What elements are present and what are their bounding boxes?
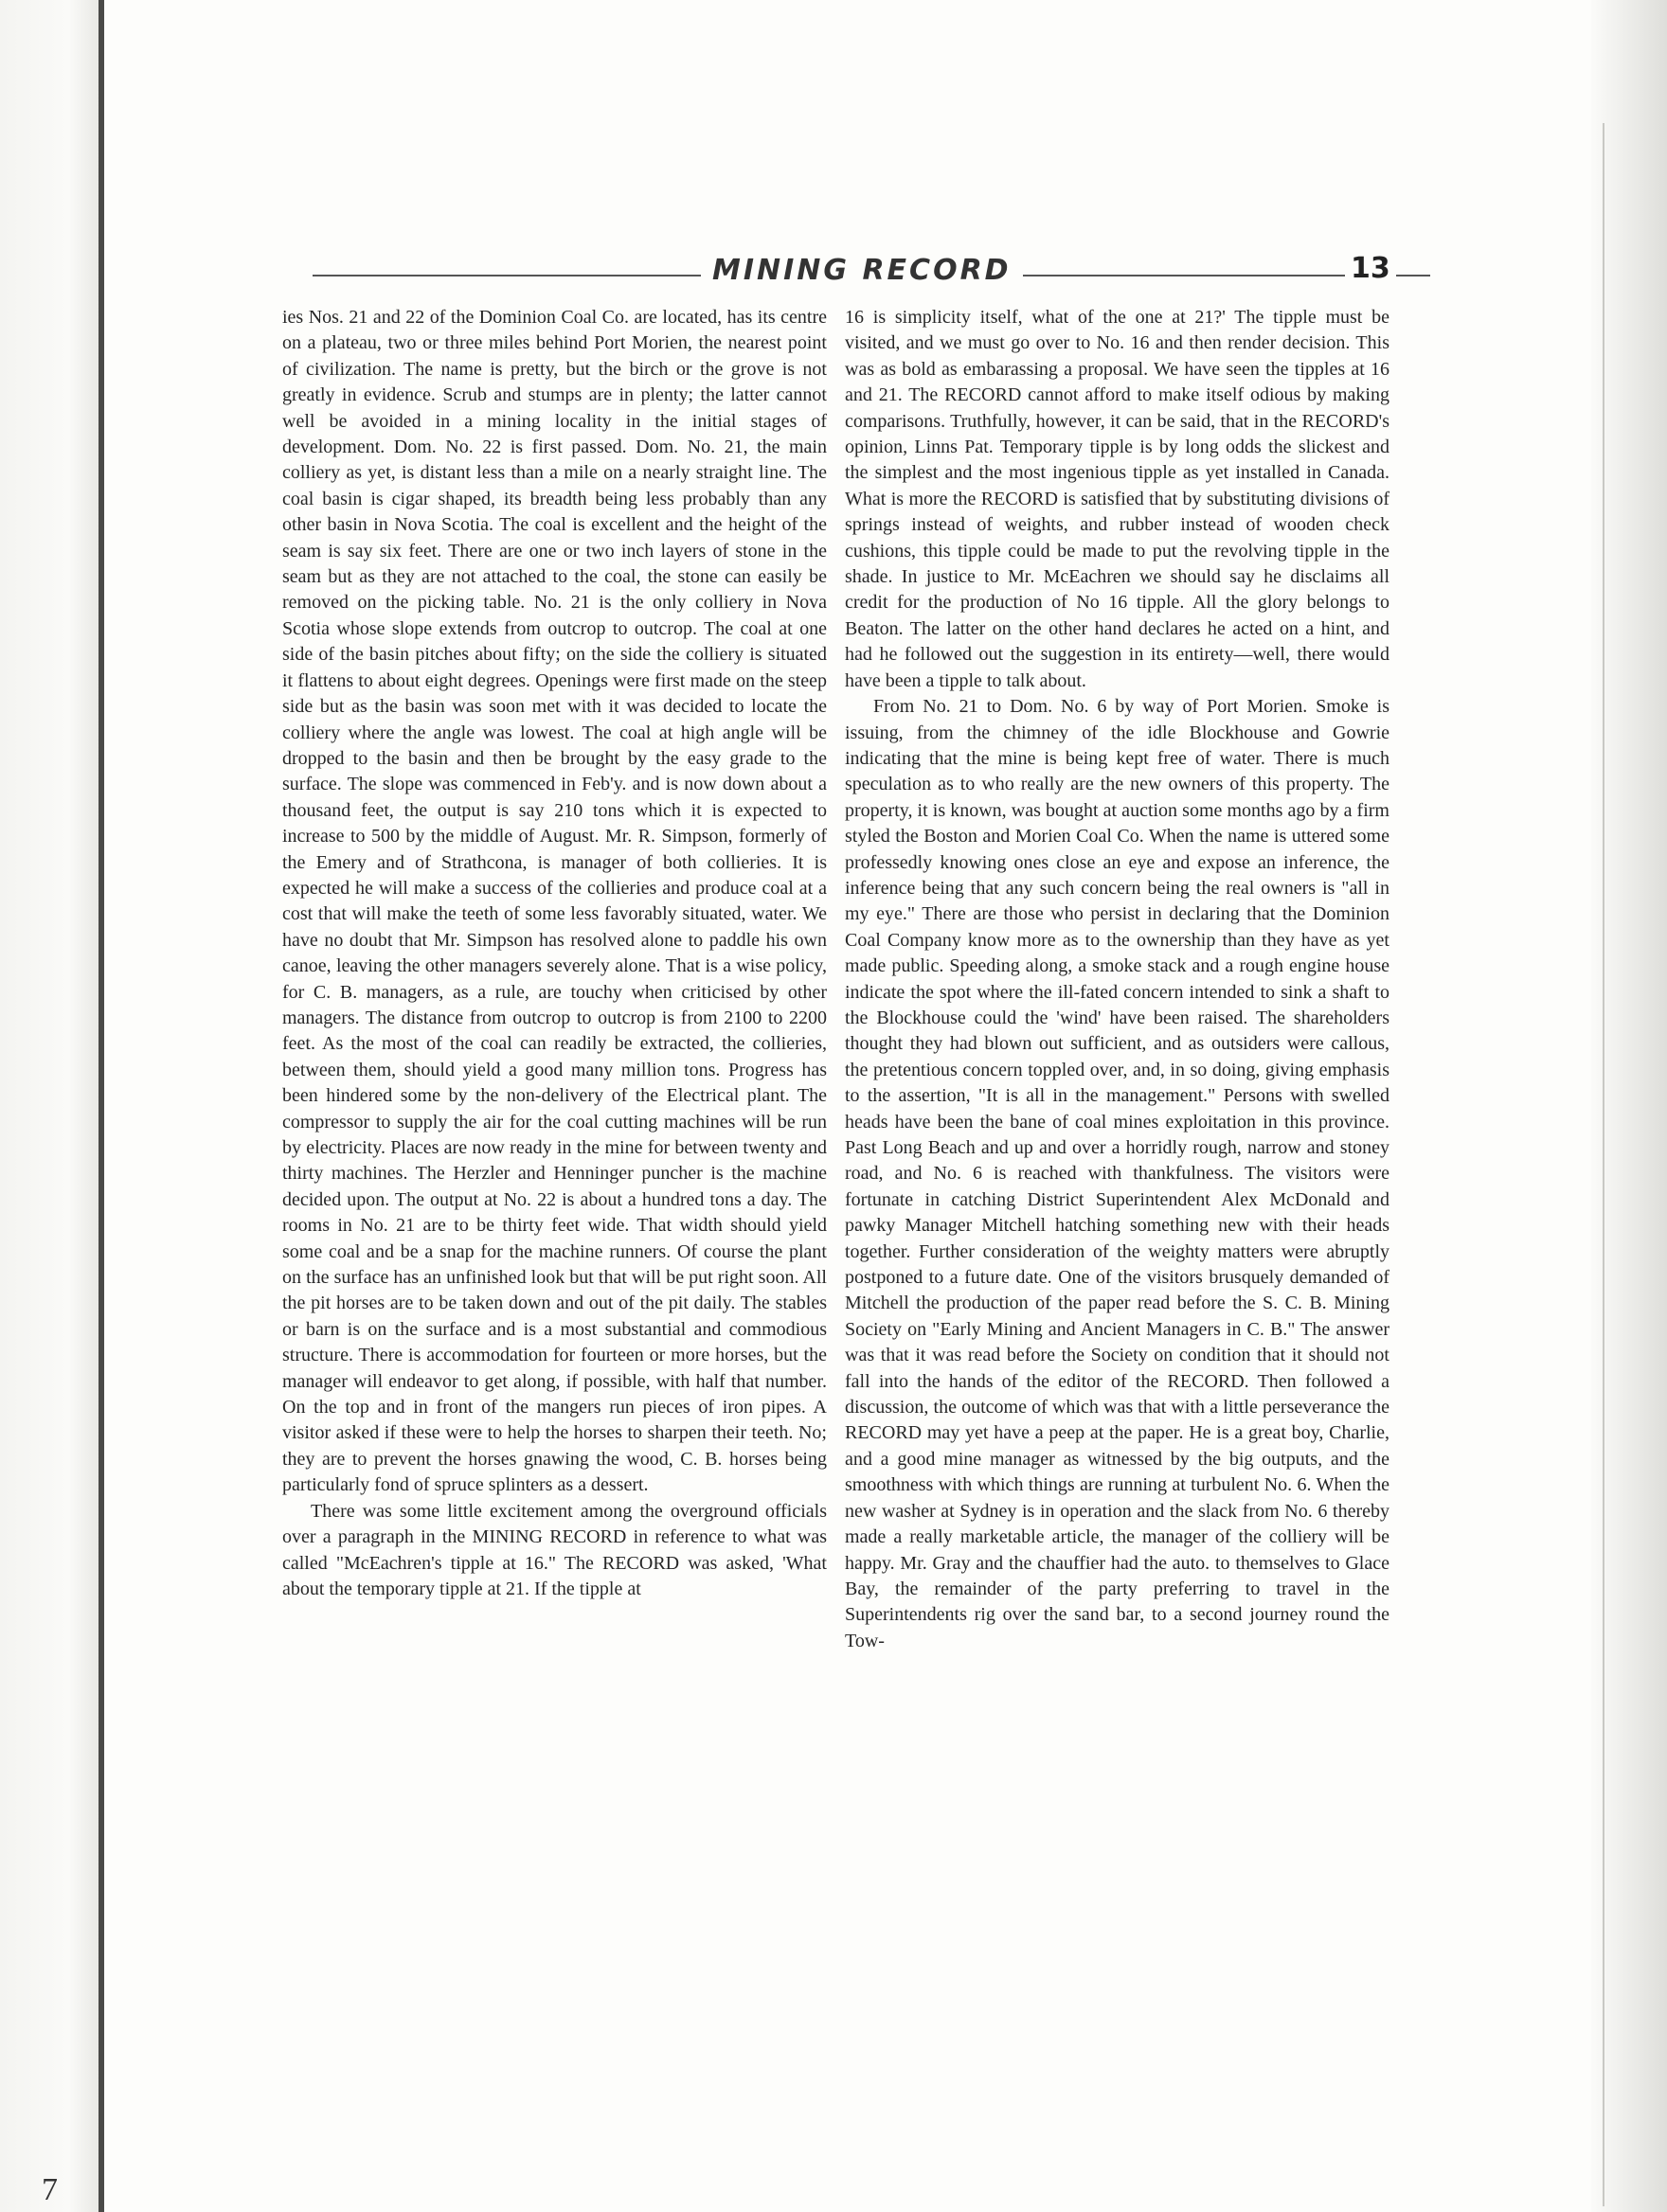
right-paragraph-2: From No. 21 to Dom. No. 6 by way of Port Morien. Smoke is issuing, from the chimney of the idle Blockhouse and Gowrie indicating that the mine is being kept free of water. There is much speculation as to who really are the new owners of this property. The property, it is known, was bought at auction some months ago by a firm styled the Boston and Morien Coal Co. When the name is uttered some professedly knowing ones close an eye and expose an inference, the inference being that any such concern being the real owners is "all in my eye." There are those who persist in declaring that the Dominion Coal Company know more as to the ownership than they have as yet made public. Speeding along, a smoke stack and a rough engine house indicate the spot where the ill-fated concern intended to sink a shaft to the Blockhouse could the 'wind' have been raised. The shareholders thought they had blown out sufficient, and as outsiders were callous, the pretentious concern toppled over, and, in so doing, giving emphasis to the assertion, "It is all in the management." Persons with swelled heads have been the bane of coal mines exploitation in this province. Past Long Beach and up and over a horridly rough, narrow and stoney road, and No. 6 is reached with thankfulness. The visitors were fortunate in catching District Superintendent Alex McDonald and pawky Manager Mitchell hatching something new with their heads together. Further consideration of the weighty matters were abruptly postponed to a future date. One of the visitors brusquely demanded of Mitchell the production of the paper read before the S. C. B. Mining Society on "Early Mining and Ancient Managers in C. B." The answer was that it was read before the Society on condition that it should not fall into the hands of the editor of the RECORD. Then followed a discussion, the outcome of which was that with a little perseverance the RECORD may yet have a peep at the paper. He is a great boy, Charlie, and a good mine manager as witnessed by the big outputs, and the smoothness with which things are running at turbulent No. 6. When the new washer at Sydney is in operation and the slack from No. 6 thereby made a really marketable article, the manager of the colliery will be happy. Mr. Gray and the chauffier had the auto. to themselves to Glace Bay, the remainder of the party preferring to travel in the Superintendents rig over the sand bar, to a second journey round the Tow- [845, 696, 1389, 1651]
right-paragraph-1: 16 is simplicity itself, what of the one at 21?' The tipple must be visited, and we must go over to No. 16 and then render decision. This was as bold as embarassing a proposal. We have seen the tipples at 16 and 21. The RECORD cannot afford to make itself odious by making comparisons. Truthfully, however, it can be said, that in the RECORD's opinion, Linns Pat. Temporary tipple is by long odds the slickest and the simplest and the most ingenious tipple as yet installed in Canada. What is more the RECORD is satisfied that by substituting divisions of springs instead of weights, and rubber instead of wooden check cushions, this tipple could be made to put the revolving tipple in the shade. In justice to Mr. McEachren we should say he disclaims all credit for the production of No 16 tipple. All the glory belongs to Beaton. The latter on the other hand declares he acted on a hint, and had he followed out the suggestion in its entirety—well, there would have been a tipple to talk about. [845, 307, 1389, 691]
binding-gutter [0, 0, 99, 2212]
margin-mark: 7 [42, 2172, 58, 2207]
left-column [282, 305, 827, 1602]
page-number: 13 [1345, 252, 1396, 285]
binding-edge [99, 0, 104, 2212]
running-header [313, 246, 1430, 303]
publication-title: MINING RECORD [701, 254, 1023, 287]
page-edge-line [1603, 123, 1604, 2206]
left-paragraph-2: There was some little excitement among the overground officials over a paragraph in the MINING RECORD in reference to what was called "McEachren's tipple at 16." The RECORD was asked, 'What about the temporary tipple at 21. If the tipple at [282, 1500, 827, 1599]
left-paragraph-1: ies Nos. 21 and 22 of the Dominion Coal Co. are located, has its centre on a plateau, two or three miles behind Port Morien, the nearest point of civilization. The name is pretty, but the birch or the grove is not greatly in evidence. Scrub and stumps are in plenty; the latter cannot well be avoided in a mining locality in the initial stages of development. Dom. No. 22 is first passed. Dom. No. 21, the main colliery as yet, is distant less than a mile on a nearly straight line. The coal basin is cigar shaped, its breadth being less probably than any other basin in Nova Scotia. The coal is excellent and the height of the seam is say six feet. There are one or two inch layers of stone in the seam but as they are not attached to the coal, the stone can easily be removed on the picking table. No. 21 is the only colliery in Nova Scotia whose slope extends from outcrop to outcrop. The coal at one side of the basin pitches about fifty; on the side the colliery is situated it flattens to about eight degrees. Openings were first made on the steep side but as the basin was soon met with it was decided to locate the colliery where the angle was lowest. The coal at high angle will be dropped to the basin and then be brought by the easy grade to the surface. The slope was commenced in Feb'y. and is now down about a thousand feet, the output is say 210 tons which it is expected to increase to 500 by the middle of August. Mr. R. Simpson, formerly of the Emery and of Strathcona, is manager of both collieries. It is expected he will make a success of the collieries and produce coal at a cost that will make the teeth of some less favorably situated, water. We have no doubt that Mr. Simpson has resolved alone to paddle his own canoe, leaving the other managers severely alone. That is a wise policy, for C. B. managers, as a rule, are touchy when criticised by other managers. The distance from outcrop to outcrop is from 2100 to 2200 feet. As the most of the coal can readily be extracted, the collieries, between them, should yield a good many million tons. Progress has been hindered some by the non-delivery of the Electrical plant. The compressor to supply the air for the coal cutting machines will be run by electricity. Places are now ready in the mine for between twenty and thirty machines. The Herzler and Henninger puncher is the machine decided upon. The output at No. 22 is about a hundred tons a day. The rooms in No. 21 are to be thirty feet wide. That width should yield some coal and be a snap for the machine runners. Of course the plant on the surface has an unfinished look but that will be put right soon. All the pit horses are to be taken down and out of the pit daily. The stables or barn is on the surface and is a most substantial and commodious structure. There is accommodation for fourteen or more horses, but the manager will endeavor to get along, if possible, with half that number. On the top and in front of the mangers run pieces of iron pipes. A visitor asked if these were to help the horses to sharpen their teeth. No; they are to prevent the horses gnawing the wood, C. B. horses being particularly fond of spruce splinters as a dessert. [282, 307, 827, 1496]
right-column [845, 305, 1389, 1654]
